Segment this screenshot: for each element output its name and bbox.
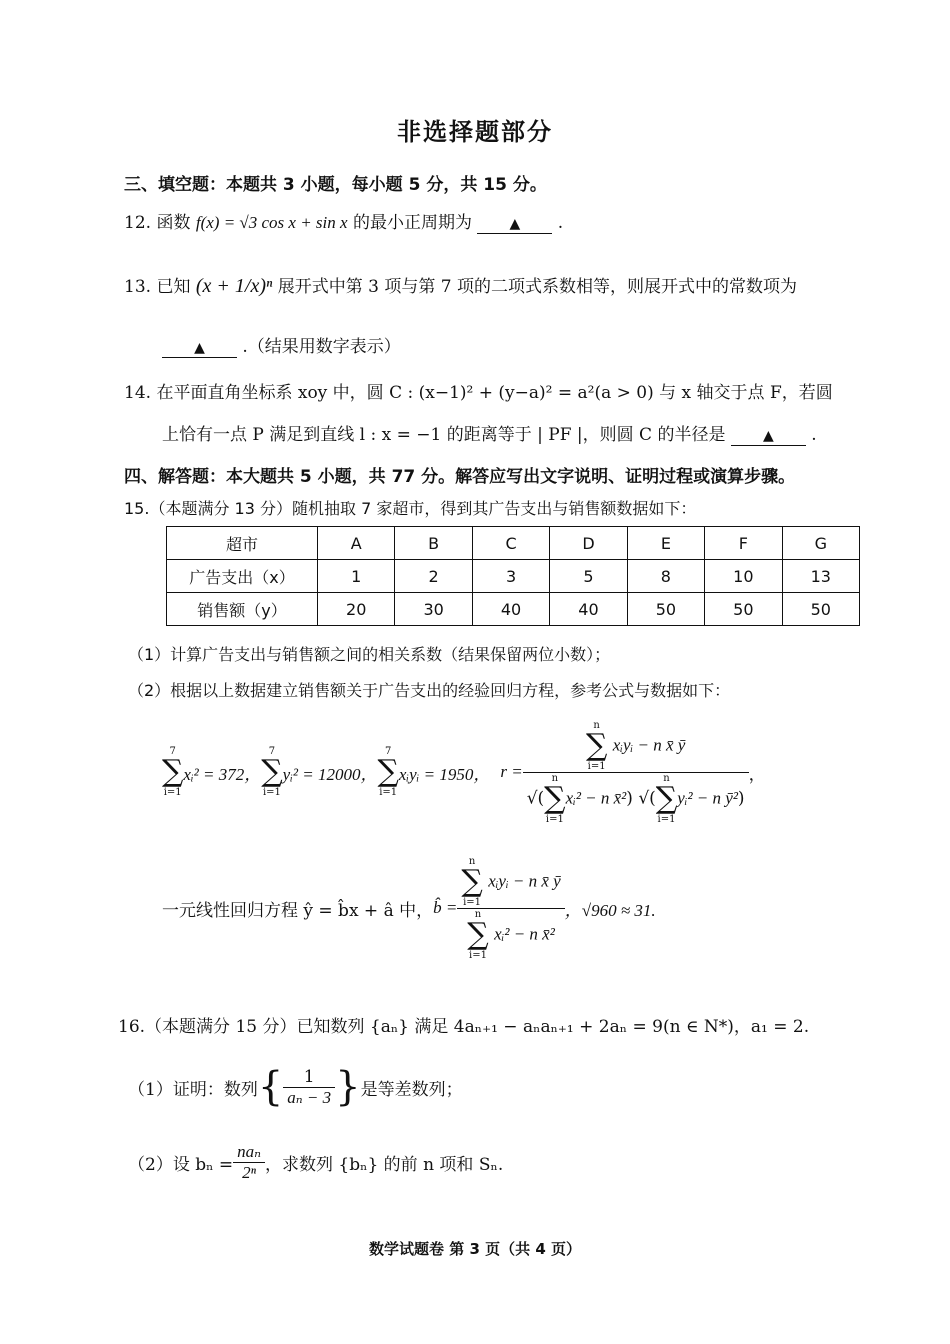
page-title: 非选择题部分 [397, 118, 553, 146]
table-cell: 5 [550, 560, 627, 593]
b-numerator: n ∑ i=1 xᵢyᵢ − n x̄ ȳ [457, 856, 564, 909]
triangle-icon: ▲ [194, 340, 205, 356]
q16-part2 [128, 1132, 503, 1192]
q15-part2: （2）根据以上数据建立销售额关于广告支出的经验回归方程，参考公式与数据如下： [128, 681, 731, 700]
q12-pre: 函数 [156, 213, 191, 233]
q12-formula: f(x) = √3 cos x + sin x [195, 213, 348, 232]
q16-part2-fraction: $\frac{\text{naₙ}}{\text{2ⁿ}}$ [233, 1142, 265, 1183]
table-cell: 40 [472, 593, 549, 626]
r-label: r = [500, 762, 523, 781]
q12-end: . [557, 213, 564, 233]
table-cell: 30 [395, 593, 472, 626]
q14-line1: 在平面直角坐标系 xoy 中，圆 C : (x−1)² + (y−a)² = a²(a > 0) 与 x 轴交于点 F，若圆 [156, 383, 833, 403]
table-cell: 1 [318, 560, 395, 593]
b-fraction [457, 856, 564, 961]
q16-part2-pre: （2）设 bₙ = [128, 1154, 234, 1175]
question-13 [124, 272, 797, 298]
q15-part1: （1）计算广告支出与销售额之间的相关系数（结果保留两位小数）； [128, 645, 611, 664]
q12-number: 12. [124, 213, 152, 233]
q14-end: . [811, 425, 817, 445]
r-denominator: √( n ∑ i=1 xᵢ² − n x̄²) √( n ∑ i=1 yᵢ² − n ȳ²) [526, 772, 745, 825]
question-13-line2 [162, 332, 401, 358]
table-header-row [167, 527, 860, 560]
q13-end: .（结果用数字表示） [242, 337, 401, 357]
q15-intro: 15.（本题满分 13 分）随机抽取 7 家超市，得到其广告支出与销售额数据如下： [124, 499, 697, 518]
table-cell: 销售额（y） [167, 593, 318, 626]
q13-pre: 已知 [156, 277, 191, 297]
r-numerator: n ∑ i=1 xᵢyᵢ − n x̄ ȳ [523, 720, 749, 773]
table-cell: 40 [550, 593, 627, 626]
triangle-icon: ▲ [762, 428, 774, 444]
q12-post: 的最小正周期为 [352, 213, 472, 233]
table-cell: 13 [782, 560, 859, 593]
q16-part1-post: 是等差数列； [360, 1079, 463, 1100]
q15-regression [162, 848, 656, 968]
table-cell: B [395, 527, 472, 560]
q13-formula: (x + 1/x)ⁿ [195, 275, 273, 297]
table-cell: 3 [472, 560, 549, 593]
triangle-icon: ▲ [509, 216, 521, 232]
data-table [166, 526, 860, 626]
table-cell: 20 [318, 593, 395, 626]
b-label: b̂ = [433, 898, 458, 917]
table-cell: 50 [705, 593, 782, 626]
table-cell: A [318, 527, 395, 560]
table-cell: 50 [782, 593, 859, 626]
table-cell: G [782, 527, 859, 560]
page-footer: 数学试题卷 第 3 页（共 4 页） [369, 1240, 581, 1258]
table-cell: E [627, 527, 704, 560]
question-12 [124, 208, 563, 234]
b-denominator: n ∑ i=1 xᵢ² − n x̄² [467, 908, 555, 961]
table-cell: F [705, 527, 782, 560]
section-4-heading: 四、解答题：本大题共 5 小题，共 77 分。解答应写出文字说明、证明过程或演算步骤。 [124, 467, 796, 487]
table-row-y [167, 593, 860, 626]
table-cell: C [472, 527, 549, 560]
q16-part1-pre: （1）证明：数列 [128, 1079, 258, 1100]
table-row-x [167, 560, 860, 593]
table-cell: 8 [627, 560, 704, 593]
sum-y-squared: yᵢ² = 12000， [282, 764, 378, 784]
sum-x-squared: xᵢ² = 372， [183, 764, 262, 784]
q14-answer-blank [731, 425, 806, 446]
q13-post: 展开式中第 3 项与第 7 项的二项式系数相等，则展开式中的常数项为 [277, 277, 797, 297]
sum-symbol: 7 ∑ i=1 [377, 746, 399, 798]
sum-symbol: 7 ∑ i=1 [162, 746, 184, 798]
q16-part2-post: ，求数列 {bₙ} 的前 n 项和 Sₙ. [265, 1154, 504, 1175]
sum-symbol: 7 ∑ i=1 [261, 746, 283, 798]
q16-part1: （1）证明：数列 { $\frac{1}{\text{aₙ − 3}}$ } 是等差数列； [128, 1064, 463, 1110]
regression-text: 一元线性回归方程 ŷ = b̂x + â 中， [162, 900, 434, 921]
table-cell: 广告支出（x） [167, 560, 318, 593]
question-14 [124, 378, 833, 403]
table-cell: 50 [627, 593, 704, 626]
r-fraction [523, 720, 749, 825]
table-cell: 2 [395, 560, 472, 593]
approx-text: ，√960 ≈ 31. [564, 900, 656, 920]
table-cell: 超市 [167, 527, 318, 560]
q14-number: 14. [124, 383, 152, 403]
q13-number: 13. [124, 277, 152, 297]
sum-xy: xᵢyᵢ = 1950， [398, 764, 491, 784]
table-cell: D [550, 527, 627, 560]
q14-line2: 上恰有一点 P 满足到直线 l : x = −1 的距离等于 | PF |，则圆 C 的半径是 [162, 425, 726, 445]
table-cell: 10 [705, 560, 782, 593]
question-14-line2 [162, 420, 817, 446]
q12-answer-blank [477, 213, 552, 234]
q16-intro: 16.（本题满分 15 分）已知数列 {aₙ} 满足 4aₙ₊₁ − aₙaₙ₊₁ + 2aₙ = 9(n ∈ N*)，a₁ = 2. [118, 1017, 810, 1037]
q13-answer-blank [162, 337, 237, 358]
section-3-heading: 三、填空题：本题共 3 小题，每小题 5 分，共 15 分。 [124, 175, 547, 195]
q16-part1-fraction: $\frac{1}{\text{aₙ − 3}}$ [283, 1067, 335, 1108]
q15-formulas: 7 ∑ i=1 xᵢ² = 372， 7 ∑ i=1 yᵢ² = 12000， 7 ∑ i=1 xᵢyᵢ = 1950， r = n ∑ i=1 xᵢyᵢ − n x̄ ȳ √( n ∑ i=1 xᵢ² − n x̄²) √( n ∑ i=1 yᵢ² − n ȳ²) ， [162, 719, 766, 825]
